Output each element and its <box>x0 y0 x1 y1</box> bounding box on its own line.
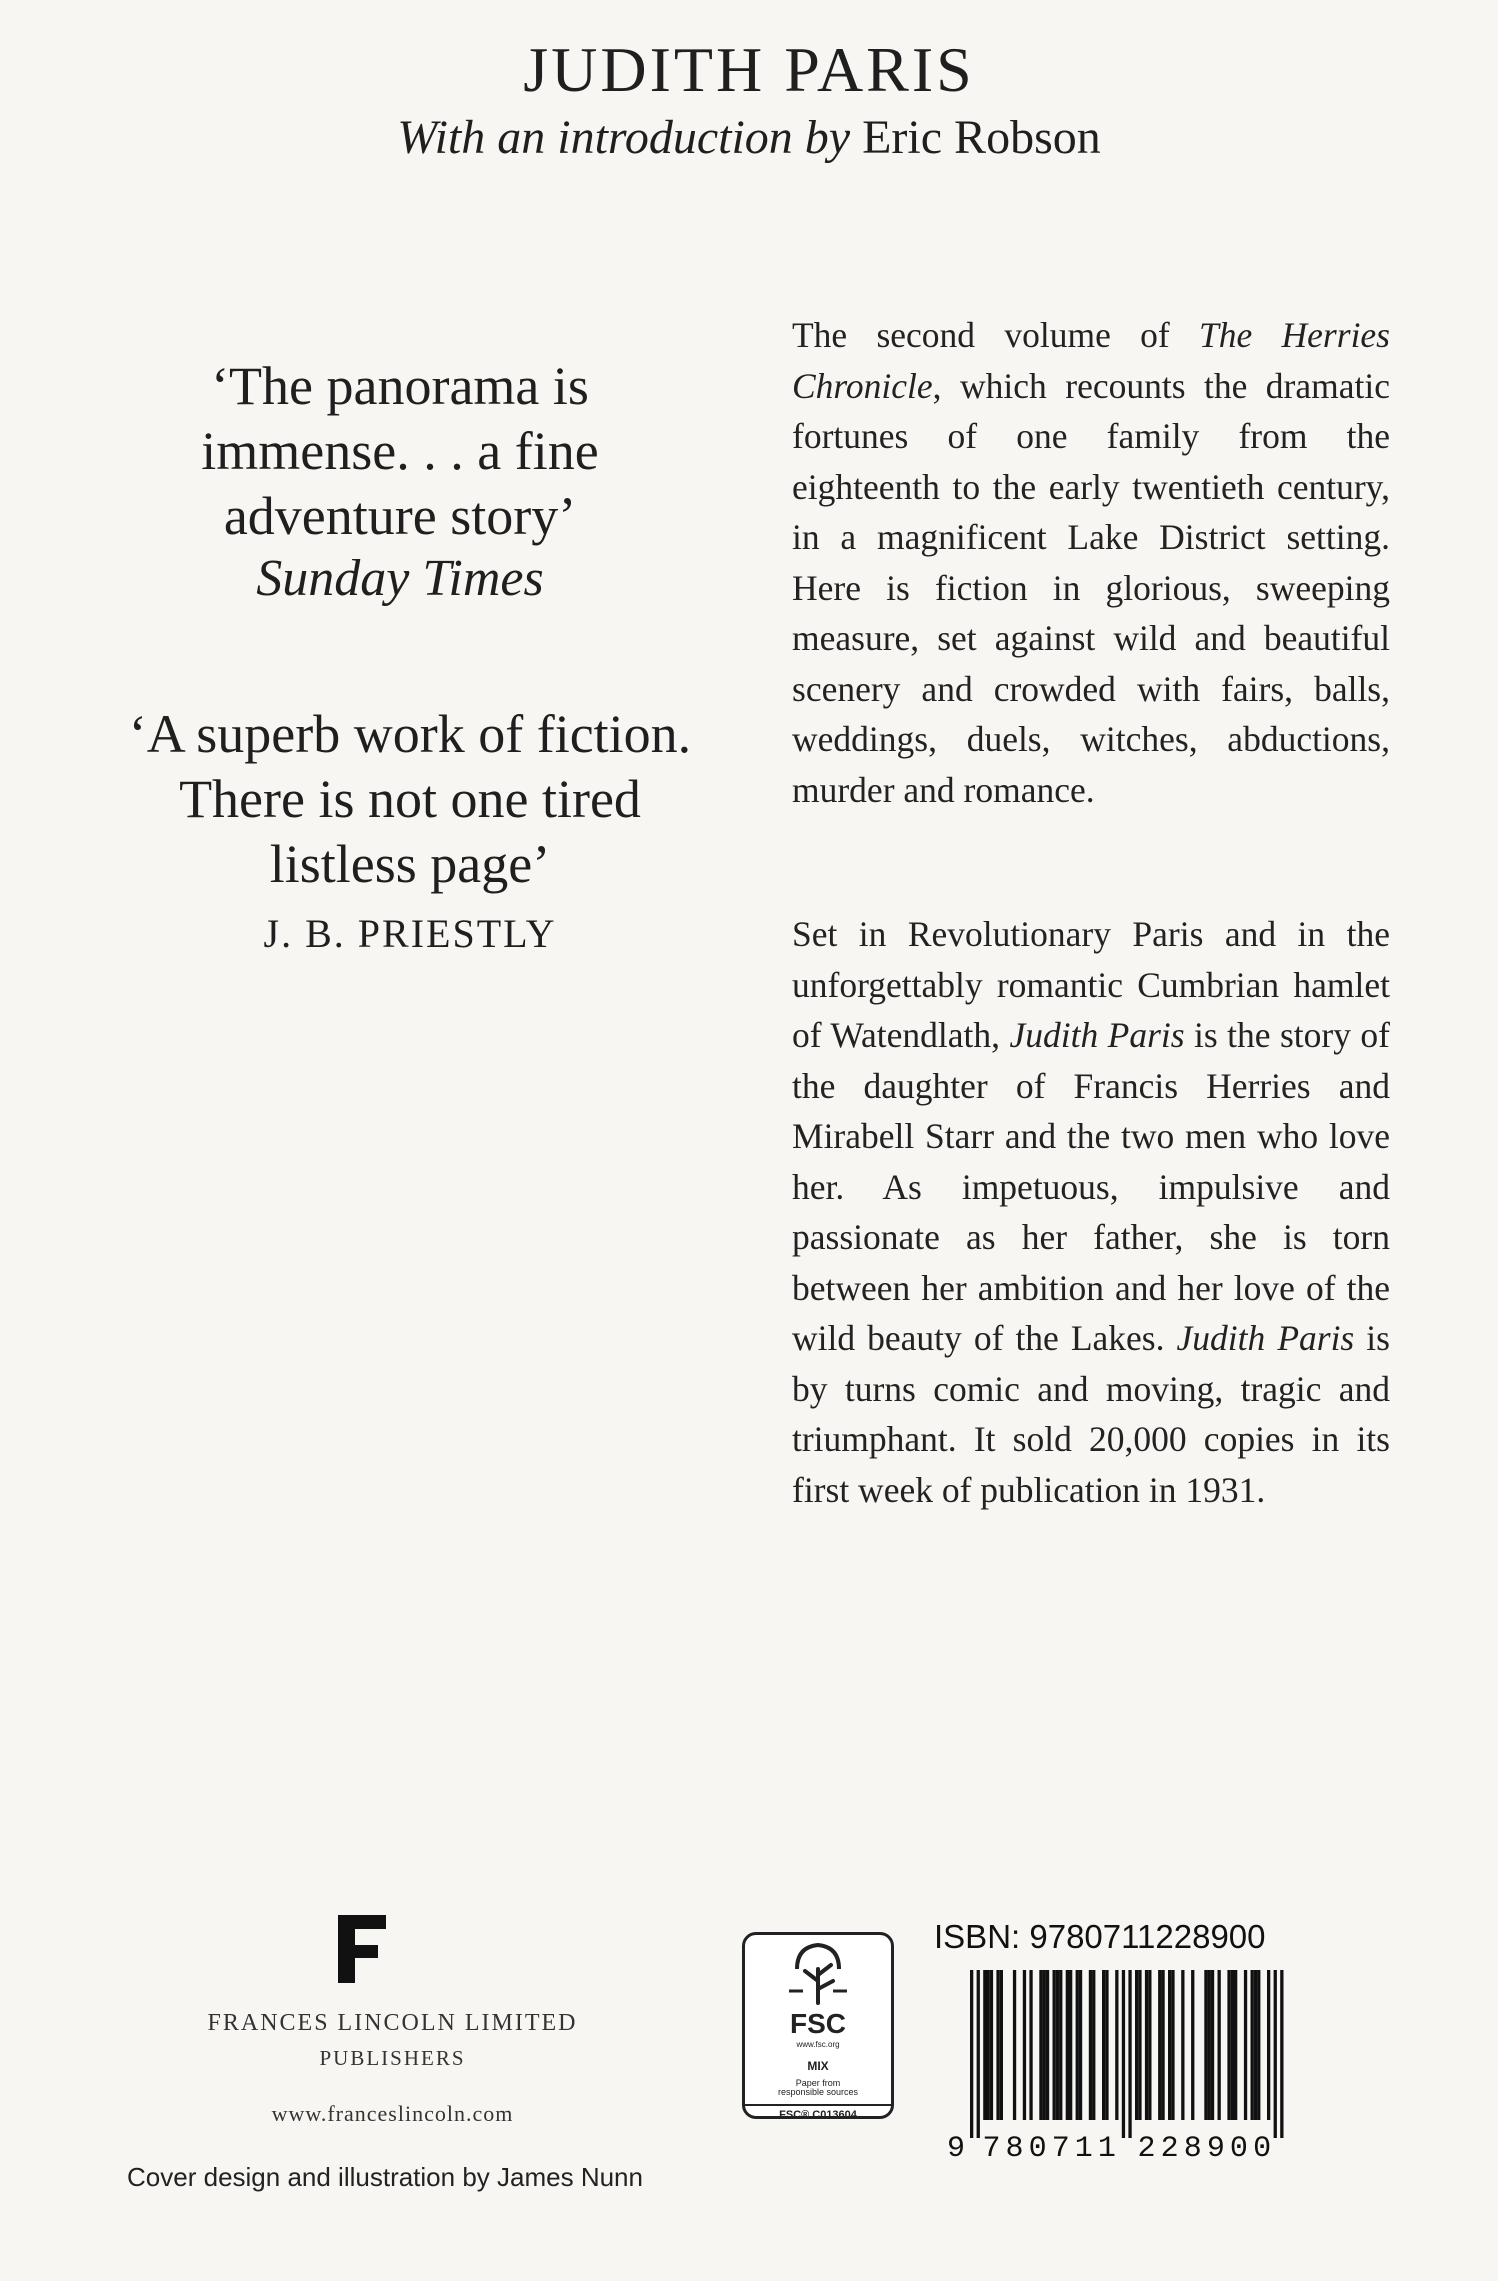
fsc-url: www.fsc.org <box>796 2040 840 2049</box>
blurb-paragraph-2 <box>792 909 1390 1515</box>
barcode-bar <box>1066 1970 1069 2120</box>
quote-line: ‘The panorama is <box>211 356 589 416</box>
barcode-digit: 0 <box>1229 2132 1248 2166</box>
barcode-bar <box>996 1970 999 2120</box>
barcode-bar <box>977 1970 980 2138</box>
barcode-bar <box>1138 1970 1141 2120</box>
barcode-bar <box>987 1970 990 2120</box>
barcode-bar <box>1267 1970 1270 2120</box>
barcode-bar <box>990 1970 993 2120</box>
barcode-digit: 8 <box>1183 2132 1202 2166</box>
quote-line: ‘A superb work of fiction. <box>128 704 692 764</box>
fsc-name: FSC <box>790 2008 846 2039</box>
publisher-logo-icon <box>338 1915 386 1983</box>
quote-line: There is not one tired <box>179 768 641 829</box>
quote-line: adventure story’ <box>223 485 577 546</box>
barcode-bar <box>1043 1970 1046 2120</box>
barcode-bar <box>1218 1970 1221 2120</box>
introduction-author: Eric Robson <box>862 111 1101 164</box>
barcode-bar <box>1204 1970 1207 2120</box>
barcode-bar <box>1069 1970 1072 2120</box>
barcode-bar <box>1171 1970 1174 2120</box>
barcode-bar <box>1280 1970 1283 2138</box>
barcode-bar <box>1208 1970 1211 2120</box>
barcode-bar <box>1046 1970 1049 2120</box>
quote-source: Sunday Times <box>256 550 544 608</box>
barcode-bar <box>1056 1970 1059 2120</box>
barcode-bar <box>1231 1970 1234 2120</box>
review-quote-1 <box>150 354 650 611</box>
blurb-text: , which recounts the dramatic fortunes of one family from the eighteenth to the early twentieth century, in a magnificent Lake District setting. Here is fiction in glorious, sweeping measure, set against wild and beautiful scenery and crowded with fairs, balls, weddings, duels, witches, abductions, murder and romance. <box>792 365 1390 810</box>
quote-line: listless page’ <box>269 833 551 894</box>
barcode-bar <box>1089 1970 1092 2120</box>
book-title-inline: Judith Paris <box>1009 1015 1185 1055</box>
barcode-bar <box>1227 1970 1230 2120</box>
barcode-digit: 9 <box>946 2132 966 2166</box>
barcode-bar <box>1254 1970 1257 2120</box>
barcode-digit: 1 <box>1074 2132 1093 2166</box>
barcode-bar <box>1023 1970 1026 2120</box>
barcode-bar <box>1234 1970 1237 2120</box>
introduction-line <box>0 112 1498 165</box>
publisher-block <box>60 2004 725 2131</box>
barcode-digit: 2 <box>1137 2132 1156 2166</box>
barcode-digit: 0 <box>1028 2132 1047 2166</box>
fsc-code: FSC® C013604 <box>745 2104 891 2121</box>
barcode-bar <box>1039 1970 1042 2120</box>
barcode-bar <box>1053 1970 1056 2120</box>
barcode-bar <box>1092 1970 1095 2120</box>
barcode-bar <box>1145 1970 1148 2120</box>
quote-source: J. B. PRIESTLY <box>263 911 557 957</box>
barcode-bar <box>1013 1970 1016 2120</box>
barcode-digit: 9 <box>1206 2132 1225 2166</box>
blurb-paragraph-1 <box>792 310 1390 815</box>
barcode-bar <box>1076 1970 1079 2120</box>
barcode-digit: 7 <box>982 2132 1001 2166</box>
barcode-bar <box>1168 1970 1171 2120</box>
barcode-bar <box>1115 1970 1118 2120</box>
blurb-text: The second volume of <box>792 315 1199 355</box>
series-title: The Herries Chronicle <box>792 315 1390 406</box>
barcode-bar <box>983 1970 986 2120</box>
barcode-bar <box>1148 1970 1151 2120</box>
barcode-bar <box>1158 1970 1161 2120</box>
barcode-bar <box>1128 1970 1131 2138</box>
publisher-name: FRANCES LINCOLN LIMITED <box>207 2010 578 2036</box>
barcode-digit: 1 <box>1097 2132 1116 2166</box>
barcode-bar <box>1274 1970 1277 2138</box>
barcode-bar <box>1161 1970 1164 2120</box>
barcode-digit: 2 <box>1160 2132 1179 2166</box>
fsc-label <box>742 1932 894 2119</box>
barcode-bar <box>1000 1970 1003 2120</box>
isbn-label: ISBN: 9780711228900 <box>934 1918 1266 1955</box>
barcode-digit: 0 <box>1253 2132 1272 2166</box>
barcode-bar <box>1059 1970 1062 2120</box>
barcode-bar <box>1029 1970 1032 2120</box>
fsc-mix: MIX <box>807 2059 829 2073</box>
publisher-sub: PUBLISHERS <box>319 2046 466 2071</box>
cover-credit: Cover design and illustration by James Nunn <box>127 2162 643 2192</box>
barcode-bar <box>1211 1970 1214 2120</box>
barcode-bar <box>1251 1970 1254 2120</box>
quote-line: immense. . . a fine <box>201 420 599 481</box>
barcode-bar <box>1135 1970 1138 2120</box>
barcode-bar <box>1105 1970 1108 2120</box>
review-quote-2 <box>60 702 760 958</box>
barcode-bar <box>1244 1970 1247 2120</box>
blurb-text: Set in Revolutionary Paris and in the unforgettably romantic Cumbrian hamlet of Watendlath, <box>792 914 1390 1055</box>
barcode-bar <box>1122 1970 1125 2138</box>
barcode-bar <box>1181 1970 1184 2120</box>
barcode-bar <box>1191 1970 1194 2120</box>
barcode-digit: 7 <box>1051 2132 1070 2166</box>
book-title: JUDITH PARIS <box>523 34 975 105</box>
book-title-inline: Judith Paris <box>1176 1318 1355 1358</box>
blurb-text: is the story of the daughter of Francis Herries and Mirabell Starr and the two men who love her. As impetuous, impulsive and passionate as her father, she is torn between her ambition and her love of the wild beauty of the Lakes. <box>792 1015 1390 1358</box>
barcode-bar <box>1257 1970 1260 2120</box>
fsc-paper-line: responsible sources <box>777 2087 859 2098</box>
introduction-prefix: With an introduction by <box>397 111 851 164</box>
publisher-website: www.franceslincoln.com <box>271 2100 514 2126</box>
barcode-bar <box>1102 1970 1105 2120</box>
barcode-bar <box>1079 1970 1082 2120</box>
fsc-tree-icon <box>783 1941 853 2007</box>
barcode-icon <box>940 1966 1340 2166</box>
barcode-digit: 8 <box>1005 2132 1024 2166</box>
barcode-bar <box>970 1970 973 2138</box>
blurb-text: is by turns comic and moving, tragic and triumphant. It sold 20,000 copies in its first week of publication in 1931. <box>792 1318 1390 1510</box>
fsc-paper-line: Paper from <box>795 2078 841 2088</box>
